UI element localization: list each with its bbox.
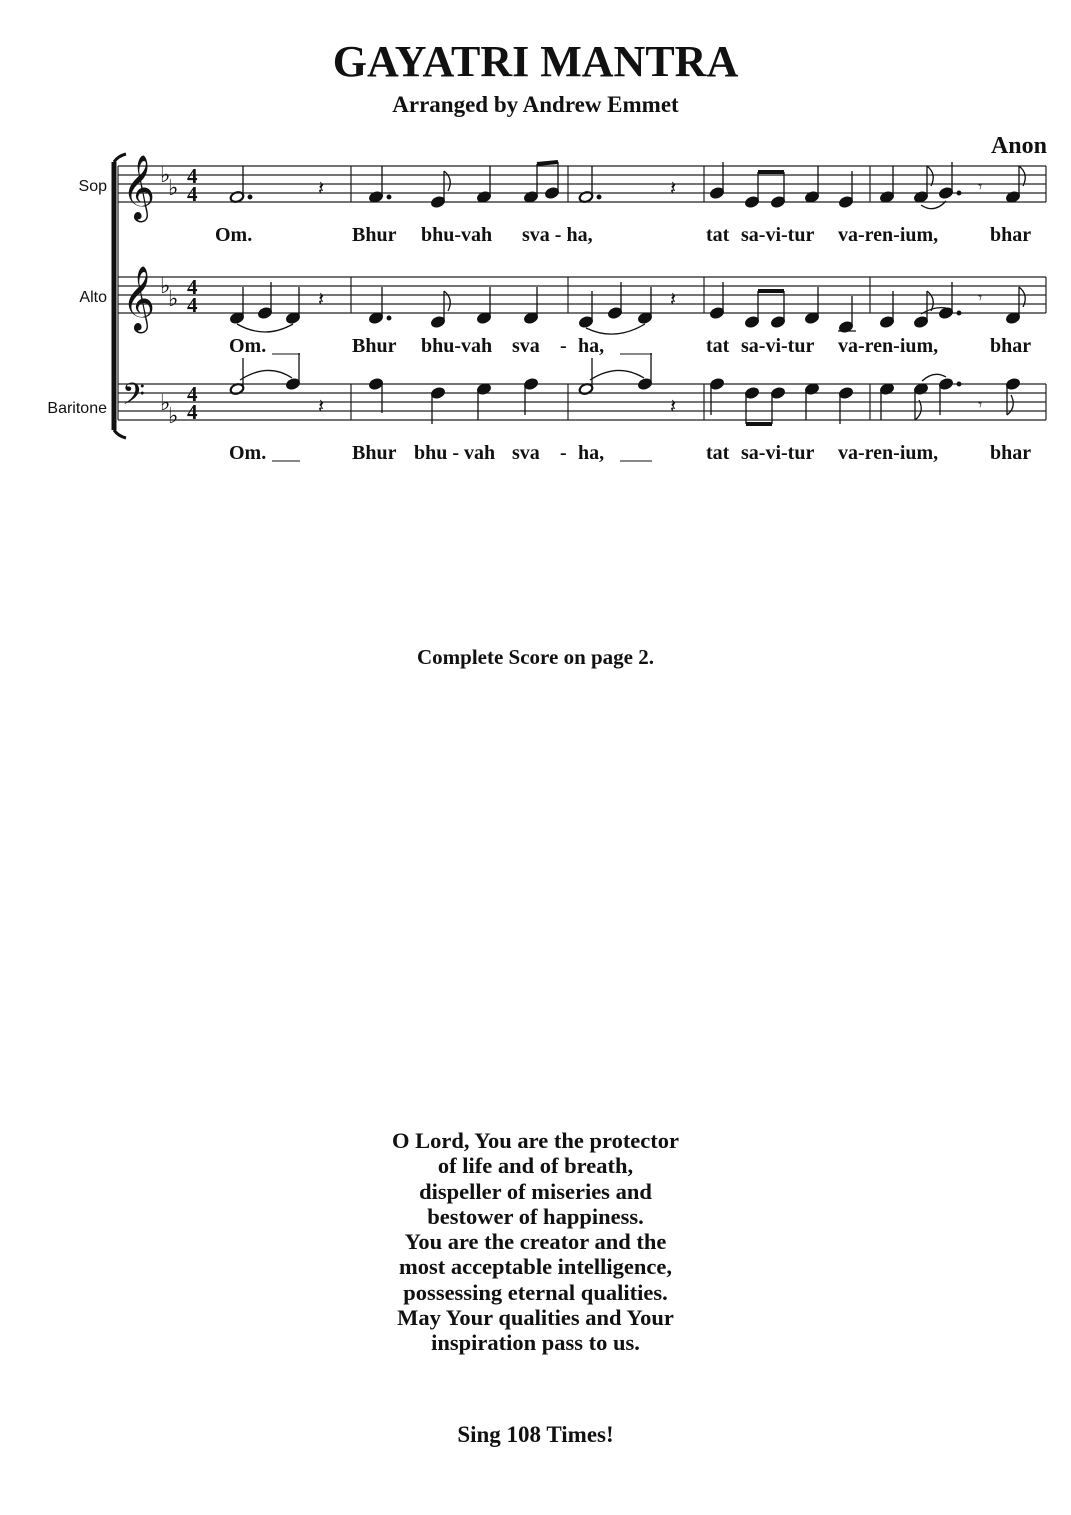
lyric: Bhur — [352, 224, 397, 246]
lyric: bhu-vah — [421, 224, 493, 246]
lyric: bhar — [990, 442, 1032, 464]
lyric: tat — [706, 442, 730, 464]
lyric: - — [560, 442, 567, 464]
lyric: sva — [512, 442, 540, 464]
staff-sop — [118, 166, 1046, 202]
svg-text:𝄽: 𝄽 — [670, 176, 677, 200]
lyric: Om. — [215, 224, 253, 246]
translation-line: of life and of breath, — [437, 1153, 634, 1179]
svg-text:4: 4 — [187, 182, 198, 206]
lyric: Om. — [229, 335, 267, 357]
lyric: va-ren-ium, — [838, 224, 939, 246]
translation-line: dispeller of miseries and — [419, 1178, 652, 1204]
svg-text:𝄽: 𝄽 — [670, 394, 677, 418]
staff-alto — [118, 277, 1046, 313]
alto-notes — [229, 282, 1025, 334]
lyric: sva — [512, 335, 540, 357]
translation-line: most acceptable intelligence, — [398, 1254, 673, 1280]
lyric: Bhur — [352, 442, 397, 464]
lyric: Om. — [229, 442, 267, 464]
translation-line: bestower of happiness. — [427, 1203, 644, 1229]
lyric: - — [560, 335, 567, 357]
baritone-lyrics — [229, 442, 1031, 464]
footer-instruction: Sing 108 Times! — [457, 1422, 614, 1447]
lyric: sa-vi-tur — [741, 442, 815, 464]
lyric: ha, — [578, 442, 605, 464]
translation-line: inspiration pass to us. — [431, 1330, 640, 1356]
svg-text:4: 4 — [187, 400, 198, 424]
translation-line: You are the creator and the — [404, 1229, 667, 1255]
key-signature — [160, 163, 178, 429]
svg-text:4: 4 — [187, 164, 198, 188]
treble-clef-icon: 𝄞 — [122, 266, 156, 331]
part-name-sop: Sop — [78, 178, 107, 195]
barlines — [118, 166, 1046, 420]
translation-line: O Lord, You are the protector — [391, 1128, 680, 1153]
svg-text:♭: ♭ — [160, 163, 171, 188]
svg-text:4: 4 — [187, 293, 198, 317]
lyric: bhar — [990, 335, 1032, 357]
part-name-baritone: Baritone — [47, 400, 107, 417]
composer-credit: Anon — [990, 133, 1047, 159]
svg-text:𝄽: 𝄽 — [318, 287, 325, 311]
translation-line: May Your qualities and Your — [397, 1305, 674, 1331]
svg-text:♭: ♭ — [168, 404, 179, 429]
lyric: bhu - vah — [414, 442, 496, 464]
alto-lyrics — [229, 335, 1031, 357]
staff-baritone — [118, 384, 1046, 420]
complete-score-note: Complete Score on page 2. — [417, 645, 654, 669]
part-name-alto: Alto — [79, 289, 107, 306]
sop-lyrics — [215, 224, 1031, 246]
lyric: tat — [706, 335, 730, 357]
bass-clef-icon: 𝄢 — [122, 378, 146, 419]
lyric: sa-vi-tur — [741, 335, 815, 357]
svg-text:♭: ♭ — [168, 176, 179, 201]
baritone-notes — [229, 353, 1020, 424]
lyric: sa-vi-tur — [741, 224, 815, 246]
svg-text:𝄾: 𝄾 — [978, 288, 983, 307]
svg-text:♭: ♭ — [160, 274, 171, 299]
lyric: ha, — [578, 335, 605, 357]
lyric: sva - ha, — [522, 224, 593, 246]
svg-text:𝄽: 𝄽 — [670, 287, 677, 311]
svg-text:𝄽: 𝄽 — [318, 394, 325, 418]
treble-clef-icon: 𝄞 — [122, 155, 156, 220]
lyric: tat — [706, 224, 730, 246]
svg-text:𝄽: 𝄽 — [318, 176, 325, 200]
lyric: bhar — [990, 224, 1032, 246]
lyric: Bhur — [352, 335, 397, 357]
lyric: va-ren-ium, — [838, 442, 939, 464]
arranger-credit: Arranged by Andrew Emmet — [392, 92, 679, 117]
svg-text:4: 4 — [187, 382, 198, 406]
time-signature — [187, 164, 198, 424]
svg-text:♭: ♭ — [160, 391, 171, 416]
svg-text:𝄾: 𝄾 — [978, 177, 983, 196]
translation-text — [0, 1128, 1071, 1356]
translation-line: possessing eternal qualities. — [403, 1279, 668, 1305]
svg-text:4: 4 — [187, 275, 198, 299]
music-score-system — [0, 0, 1071, 520]
svg-text:♭: ♭ — [168, 287, 179, 312]
lyric: va-ren-ium, — [838, 335, 939, 357]
score-title: GAYATRI MANTRA — [332, 37, 739, 86]
svg-text:𝄾: 𝄾 — [978, 395, 983, 414]
lyric: bhu-vah — [421, 335, 493, 357]
